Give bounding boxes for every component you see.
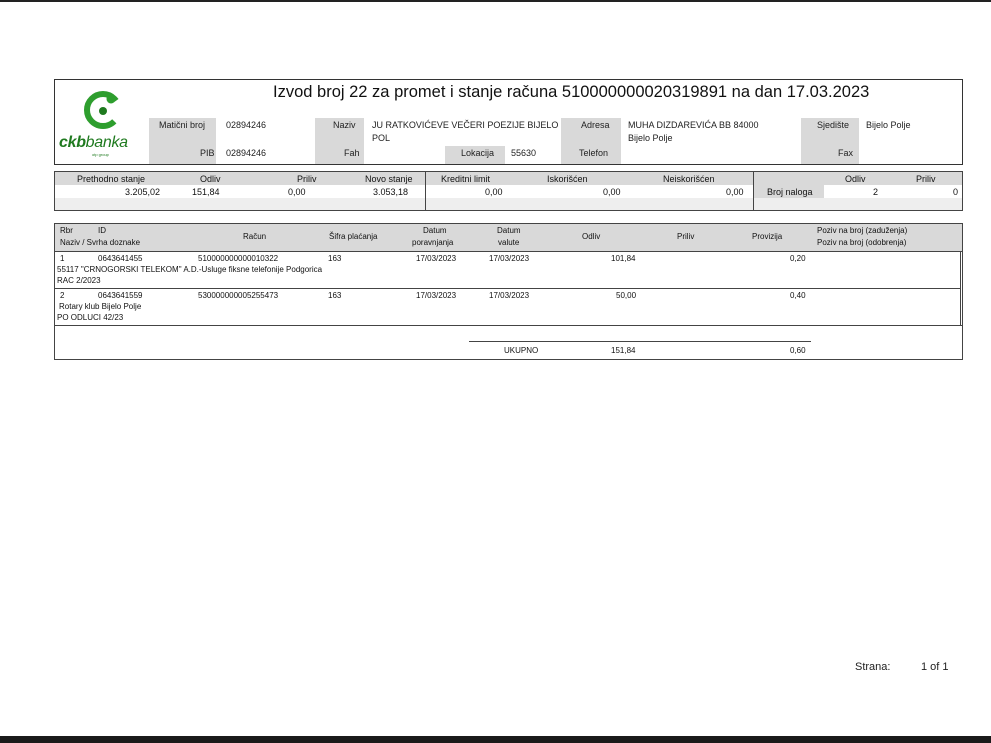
summary-footer-band xyxy=(55,198,962,210)
col-datum-valute-1: Datum xyxy=(497,226,521,235)
totals-odliv: 151,84 xyxy=(611,346,636,355)
telefon-label: Telefon xyxy=(579,148,609,158)
table-header xyxy=(55,224,962,252)
page-number: 1 of 1 xyxy=(921,661,949,673)
right-divider xyxy=(960,252,961,325)
col-sifra: Šifra plaćanja xyxy=(329,232,378,241)
naziv-value-line2: POL xyxy=(372,133,391,143)
nalozi-priliv-label: Priliv xyxy=(916,174,936,184)
summary-divider-1 xyxy=(425,172,426,210)
row-datum-poravnjanja: 17/03/2023 xyxy=(416,291,457,300)
row-svrha: PO ODLUCI 42/23 xyxy=(57,313,124,322)
row-datum-poravnjanja: 17/03/2023 xyxy=(416,254,457,263)
sjediste-label: Sjedište xyxy=(817,120,850,130)
fax-label: Fax xyxy=(838,148,854,158)
nalozi-priliv-value: 0 xyxy=(953,187,959,197)
col-naziv: Naziv / Svrha doznake xyxy=(60,238,141,247)
row-id: 0643641455 xyxy=(98,254,143,263)
logo-wordmark: ckbbanka xyxy=(59,134,128,151)
row-id: 0643641559 xyxy=(98,291,143,300)
row-odliv: 101,84 xyxy=(611,254,636,263)
col-poziv-odobrenja: Poziv na broj (odobrenja) xyxy=(817,238,907,247)
iskorisceno-label: Iskorišćen xyxy=(547,174,588,184)
balance-summary xyxy=(54,171,963,211)
naziv-value-line1: JU RATKOVIĆEVE VEČERI POEZIJE BIJELO xyxy=(372,120,559,130)
broj-naloga-label: Broj naloga xyxy=(767,187,813,197)
pib-value: 02894246 xyxy=(226,148,267,158)
row-naziv: Rotary klub Bijelo Polje xyxy=(59,302,142,311)
top-border xyxy=(0,0,991,2)
kreditni-limit-label: Kreditni limit xyxy=(441,174,491,184)
row-sifra: 163 xyxy=(328,291,342,300)
nalozi-odliv-value: 2 xyxy=(873,187,879,197)
row-datum-valute: 17/03/2023 xyxy=(489,254,530,263)
adresa-value-line1: MUHA DIZDAREVIĆA BB 84000 xyxy=(628,120,759,130)
totals-rule xyxy=(469,341,811,342)
kreditni-limit-value: 0,00 xyxy=(485,187,503,197)
row-divider xyxy=(55,325,962,326)
logo-subtitle: otp group xyxy=(92,152,109,157)
col-datum-poravnjanja-2: poravnjanja xyxy=(412,238,454,247)
col-odliv: Odliv xyxy=(582,232,601,241)
prethodno-label: Prethodno stanje xyxy=(77,174,146,184)
col-rbr: Rbr xyxy=(60,226,73,235)
table-row xyxy=(55,289,962,325)
row-datum-valute: 17/03/2023 xyxy=(489,291,530,300)
row-provizija: 0,40 xyxy=(790,291,806,300)
row-svrha: RAC 2/2023 xyxy=(57,276,101,285)
pib-label: PIB xyxy=(200,148,215,158)
lokacija-value: 55630 xyxy=(511,148,537,158)
adresa-value-line2: Bijelo Polje xyxy=(628,133,673,143)
col-racun: Račun xyxy=(243,232,267,241)
maticni-broj-label: Matični broj xyxy=(159,120,206,130)
prethodno-value: 3.205,02 xyxy=(125,187,161,197)
odliv-value: 151,84 xyxy=(192,187,220,197)
row-naziv: 55117 "CRNOGORSKI TELEKOM" A.D.-Usluge fiksne telefonije Podgorica xyxy=(57,265,323,274)
neiskorisceno-label: Neiskorišćen xyxy=(663,174,715,184)
row-sifra: 163 xyxy=(328,254,342,263)
row-racun: 510000000000010322 xyxy=(198,254,279,263)
col-datum-valute-2: valute xyxy=(498,238,520,247)
sjediste-value: Bijelo Polje xyxy=(866,120,911,130)
fah-label: Fah xyxy=(344,148,360,158)
priliv-label: Priliv xyxy=(297,174,317,184)
novo-stanje-value: 3.053,18 xyxy=(373,187,409,197)
bottom-border xyxy=(0,736,991,743)
odliv-label: Odliv xyxy=(200,174,221,184)
transactions-table xyxy=(54,223,963,360)
iskorisceno-value: 0,00 xyxy=(603,187,621,197)
statement-header xyxy=(54,79,963,165)
lokacija-label: Lokacija xyxy=(461,148,495,158)
row-rbr: 1 xyxy=(60,254,65,263)
nalozi-odliv-label: Odliv xyxy=(845,174,866,184)
col-provizija: Provizija xyxy=(752,232,783,241)
col-priliv: Priliv xyxy=(677,232,695,241)
adresa-label: Adresa xyxy=(581,120,610,130)
table-row xyxy=(55,252,962,288)
page-label: Strana: xyxy=(855,661,891,673)
col-id: ID xyxy=(98,226,106,235)
maticni-broj-value: 02894246 xyxy=(226,120,267,130)
row-racun: 530000000005255473 xyxy=(198,291,279,300)
row-odliv: 50,00 xyxy=(616,291,637,300)
statement-title: Izvod broj 22 za promet i stanje računa 510000000020319891 na dan 17.03.2023 xyxy=(273,83,870,101)
novo-stanje-label: Novo stanje xyxy=(365,174,413,184)
priliv-value: 0,00 xyxy=(288,187,306,197)
col-poziv-zaduzenja: Poziv na broj (zaduženja) xyxy=(817,226,908,235)
totals-provizija: 0,60 xyxy=(790,346,806,355)
col-datum-poravnjanja-1: Datum xyxy=(423,226,447,235)
totals-label: UKUPNO xyxy=(504,346,539,355)
row-provizija: 0,20 xyxy=(790,254,806,263)
neiskorisceno-value: 0,00 xyxy=(726,187,744,197)
row-rbr: 2 xyxy=(60,291,65,300)
naziv-label: Naziv xyxy=(333,120,356,130)
